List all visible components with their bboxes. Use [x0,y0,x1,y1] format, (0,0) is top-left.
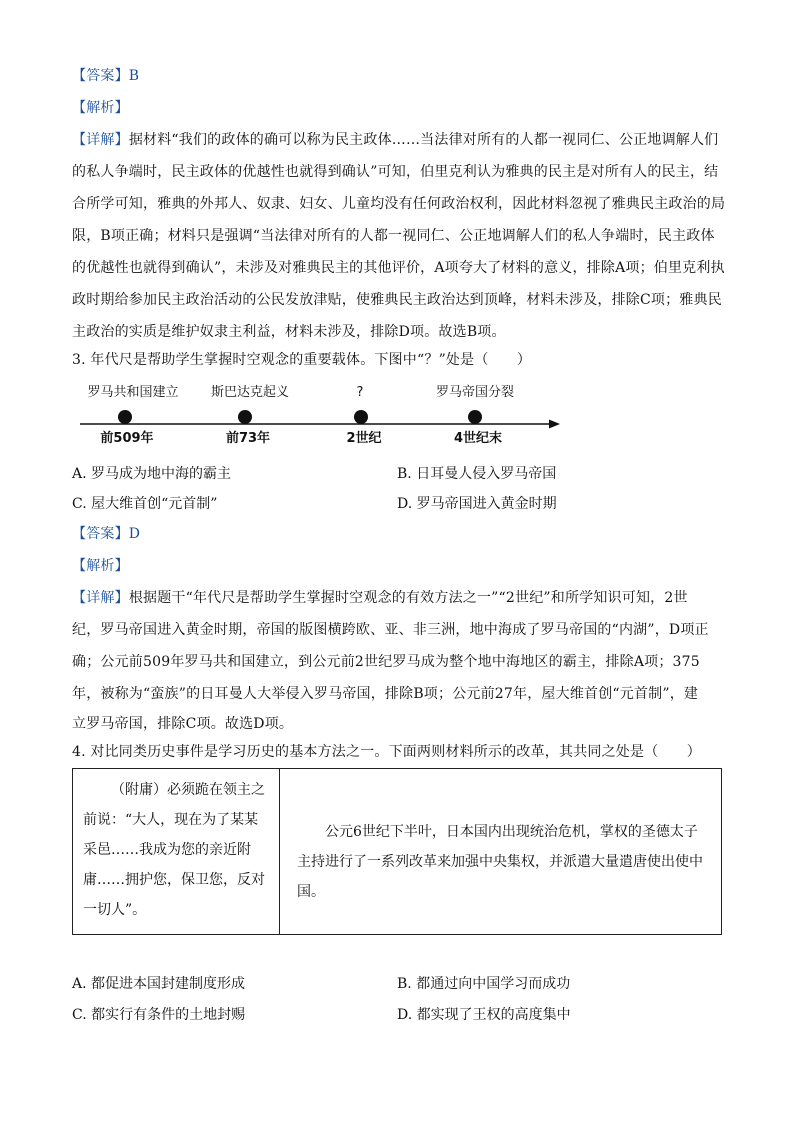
analysis-line: 的优越性也就得到确认”，未涉及对雅典民主的其他评价，A项夸大了材料的意义，排除A项；伯里克利执 [72,260,725,276]
option-b: B. 日耳曼人侵入罗马帝国 [397,466,557,482]
timeline-event-label: 斯巴达克起义 [210,385,290,400]
analysis-line: 立罗马帝国，排除C项。故选D项。 [72,716,294,732]
timeline-date: 前509年 [100,431,154,446]
analysis-line: 【详解】根据题干“年代尺是帮助学生掌握时空观念的有效方法之一”“2世纪”和所学知识可知，2世 [72,590,688,606]
analysis-line: 的私人争端时，民主政体的优越性也就得到确认”可知，伯里克利认为雅典的民主是对所有人的民主，结 [72,164,719,180]
option-b: B. 都通过向中国学习而成功 [397,976,571,992]
option-a: A. 罗马成为地中海的霸主 [72,466,232,482]
analysis-label-q3: 【解析】 [72,558,129,574]
timeline-dot [468,410,482,424]
option-c: C. 屋大维首创“元首制” [72,496,218,512]
analysis-label-q2: 【解析】 [72,100,129,116]
detail-label: 【详解】 [72,132,129,148]
analysis-line: 确；公元前509年罗马共和国建立，到公元前2世纪罗马成为整个地中海地区的霸主，排除A项；375 [72,654,700,670]
timeline-date: 4世纪末 [453,431,503,446]
option-c: C. 都实行有条件的土地封赐 [72,1007,246,1023]
timeline-event [87,384,178,446]
timeline-dot [118,410,132,424]
table-cell-right: 公元6世纪下半叶，日本国内出现统治危机，掌权的圣德太子主持进行了一系列改革来加强中央集权，并派遣大量遣唐使出使中国。 [297,824,703,900]
option-d: D. 罗马帝国进入黄金时期 [397,496,557,512]
analysis-line: 主政治的实质是维护奴隶主利益，材料未涉及，排除D项。故选B项。 [72,324,506,340]
analysis-line: 政时期给参加民主政治活动的公民发放津贴，使雅典民主政治达到顶峰，材料未涉及，排除C项；雅典民 [72,292,722,308]
timeline-date: 前73年 [225,431,271,446]
option-d: D. 都实现了王权的高度集中 [397,1007,571,1023]
timeline-event [346,385,381,446]
timeline-event-label: 罗马帝国分裂 [435,385,515,400]
table-cell-left: （附庸）必须跪在领主之前说：“大人，现在为了某某采邑……我成为您的亲近附庸……拥护您，保卫您，反对一切人”。 [73,769,280,934]
analysis-line: 纪，罗马帝国进入黄金时期，帝国的版图横跨欧、亚、非三洲，地中海成了罗马帝国的“内湖”，D项正 [72,622,709,638]
answer-line-q3 [72,524,724,544]
comparison-table [72,768,722,935]
analysis-line: 限，B项正确；材料只是强调“当法律对所有的人都一视同仁、公正地调解人们的私人争端时，民主政体 [72,228,715,244]
detail-label: 【详解】 [72,590,129,606]
timeline-event [436,384,514,446]
question-4-stem: 4. 对比同类历史事件是学习历史的基本方法之一。下面两则材料所示的改革，其共同之处是（ ） [72,744,702,760]
timeline-event-label: 罗马共和国建立 [87,385,179,400]
timeline-dot [238,410,252,424]
option-a: A. 都促进本国封建制度形成 [72,976,246,992]
timeline-arrow [549,420,560,429]
timeline-event-label: ? [356,385,364,400]
analysis-line: 【详解】据材料“我们的政体的确可以称为民主政体……当法律对所有的人都一视同仁、公正地调解人们 [72,132,719,148]
timeline-dot [354,410,368,424]
analysis-line: 年，被称为“蛮族”的日耳曼人大举侵入罗马帝国，排除B项；公元前27年，屋大维首创“元首制”，建 [72,686,699,702]
answer-label: 【答案】B [72,68,140,84]
timeline-date: 2世纪 [346,431,382,446]
answer-label: 【答案】D [72,526,141,542]
question-3-stem: 3. 年代尺是帮助学生掌握时空观念的重要载体。下图中“？”处是（ ） [72,352,532,368]
timeline-event [211,384,289,446]
analysis-line: 合所学可知，雅典的外邦人、奴隶、妇女、儿童均没有任何政治权利，因此材料忽视了雅典民主政治的局 [72,196,726,212]
